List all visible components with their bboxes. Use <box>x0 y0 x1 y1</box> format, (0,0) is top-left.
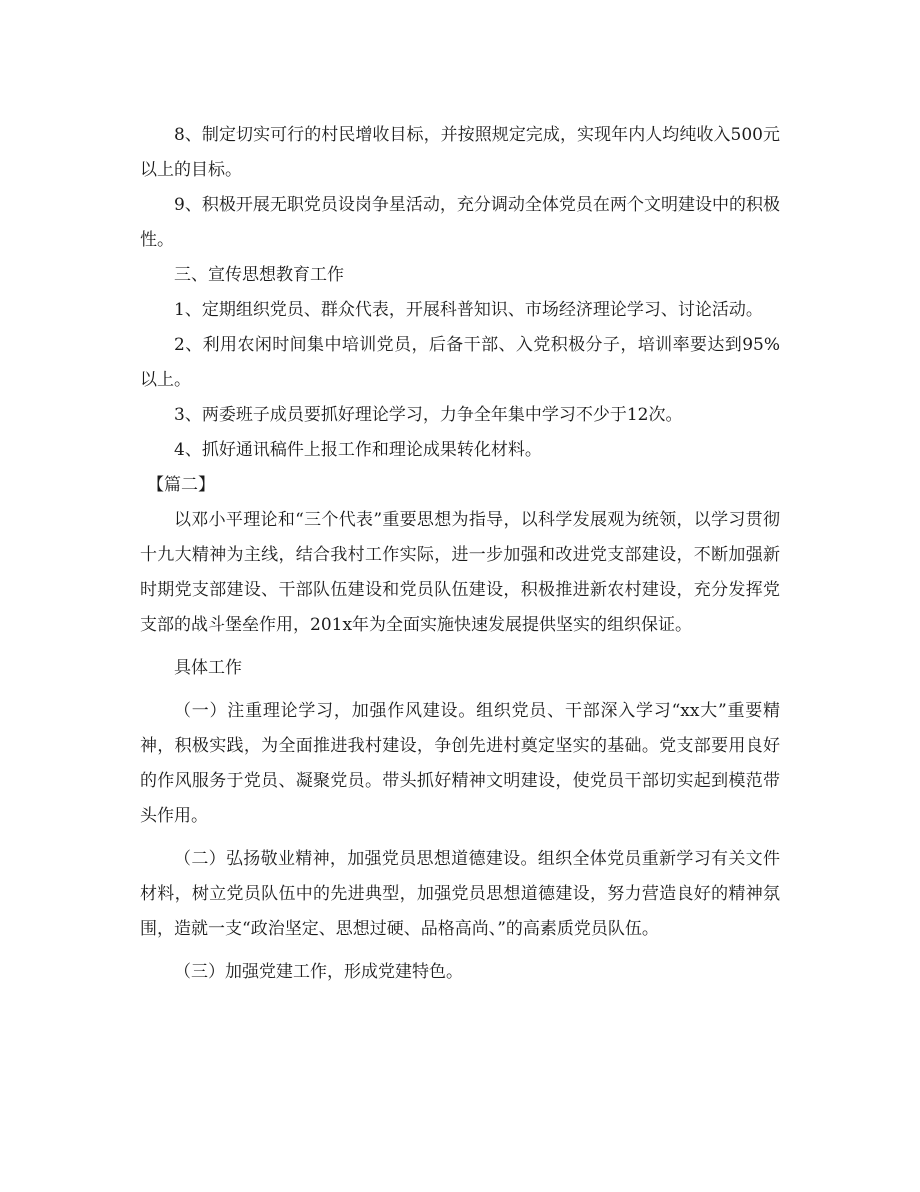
paragraph-item-1: 1、定期组织党员、群众代表，开展科普知识、市场经济理论学习、讨论活动。 <box>174 300 763 320</box>
document-body <box>140 118 780 998</box>
section-heading-propaganda: 三、宣传思想教育工作 <box>174 265 344 285</box>
work-item-three: （三）加强党建工作，形成党建特色。 <box>174 962 463 982</box>
intro-paragraph: 以邓小平理论和“三个代表”重要思想为指导，以科学发展观为统领，以学习贯彻十九大精神为主线，结合我村工作实际，进一步加强和改进党支部建设，不断加强新时期党支部建设、干部队伍建设和党员队伍建设，积极推进新农村建设，充分发挥党支部的战斗堡垒作用，201x年为全面实施快速发展提供坚实的组织保证。 <box>140 510 780 635</box>
specific-work-heading: 具体工作 <box>174 658 242 678</box>
paragraph-item-2: 2、利用农闲时间集中培训党员，后备干部、入党积极分子，培训率要达到95%以上。 <box>140 335 780 390</box>
paragraph-item-9: 9、积极开展无职党员设岗争星活动，充分调动全体党员在两个文明建设中的积极性。 <box>140 195 780 250</box>
work-item-two: （二）弘扬敬业精神，加强党员思想道德建设。组织全体党员重新学习有关文件材料，树立党员队伍中的先进典型，加强党员思想道德建设，努力营造良好的精神氛围，造就一支“政治坚定、思想过硬、品格高尚、”的高素质党员队伍。 <box>140 849 780 939</box>
work-item-one: （一）注重理论学习，加强作风建设。组织党员、干部深入学习“xx大”重要精神，积极实践，为全面推进我村建设，争创先进村奠定坚实的基础。党支部要用良好的作风服务于党员、凝聚党员。带头抓好精神文明建设，使党员干部切实起到模范带头作用。 <box>140 701 780 826</box>
paragraph-item-4: 4、抓好通讯稿件上报工作和理论成果转化材料。 <box>174 440 542 460</box>
paragraph-item-8: 8、制定切实可行的村民增收目标，并按照规定完成，实现年内人均纯收入500元以上的目标。 <box>140 125 780 180</box>
part-two-heading: 【篇二】 <box>147 475 215 495</box>
paragraph-item-3: 3、两委班子成员要抓好理论学习，力争全年集中学习不少于12次。 <box>174 405 683 425</box>
